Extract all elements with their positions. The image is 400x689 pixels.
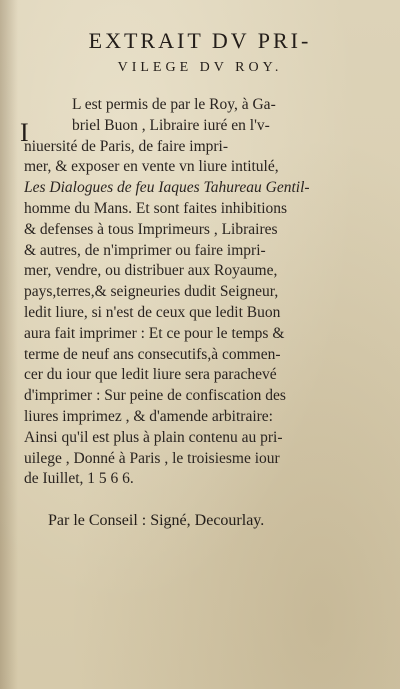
text-line: d'imprimer : Sur peine de confiscation des (24, 387, 286, 405)
book-title-line: Les Dialogues de feu Iaques Tahureau Gentil- (24, 179, 310, 197)
text-line: liures imprimez , & d'amende arbitraire: (24, 407, 273, 425)
text-line: ledit liure, si n'est de ceux que ledit Buon (24, 303, 281, 321)
text-line: & autres, de n'imprimer ou faire impri- (24, 241, 266, 259)
text-line: pays,terres,& seigneuries dudit Seigneur, (24, 283, 279, 301)
text-line: uilege , Donné à Paris , le troisiesme iour (24, 449, 280, 467)
text-line: L est permis de par le Roy, à Ga- (72, 96, 276, 113)
text-line: cer du iour que ledit liure sera parachevé (24, 366, 277, 384)
text-line: terme de neuf ans consecutifs,à commen- (24, 345, 281, 363)
date-line: de Iuillet, 1 5 6 6. (24, 470, 134, 488)
text-line: aura fait imprimer : Et ce pour le temps & (24, 324, 285, 342)
text-line: & defenses à tous Imprimeurs , Libraires (24, 220, 278, 238)
signature-line: Par le Conseil : Signé, Decourlay. (48, 512, 265, 529)
text-line: briel Buon , Libraire iuré en l'v- (72, 116, 270, 134)
document-subtitle: VILEGE DV ROY. (117, 60, 283, 75)
text-line: mer, & exposer en vente vn liure intitulé, (24, 158, 279, 176)
privilege-text (24, 95, 356, 490)
text-line: Ainsi qu'il est plus à plain contenu au pri- (24, 428, 283, 446)
document-title: EXTRAIT DV PRI- (88, 28, 312, 53)
text-line: niuersité de Paris, de faire impri- (24, 137, 229, 155)
drop-capital: I (20, 118, 29, 147)
text-line: mer, vendre, ou distribuer aux Royaume, (24, 262, 278, 280)
text-line: homme du Mans. Et sont faites inhibitions (24, 199, 288, 217)
